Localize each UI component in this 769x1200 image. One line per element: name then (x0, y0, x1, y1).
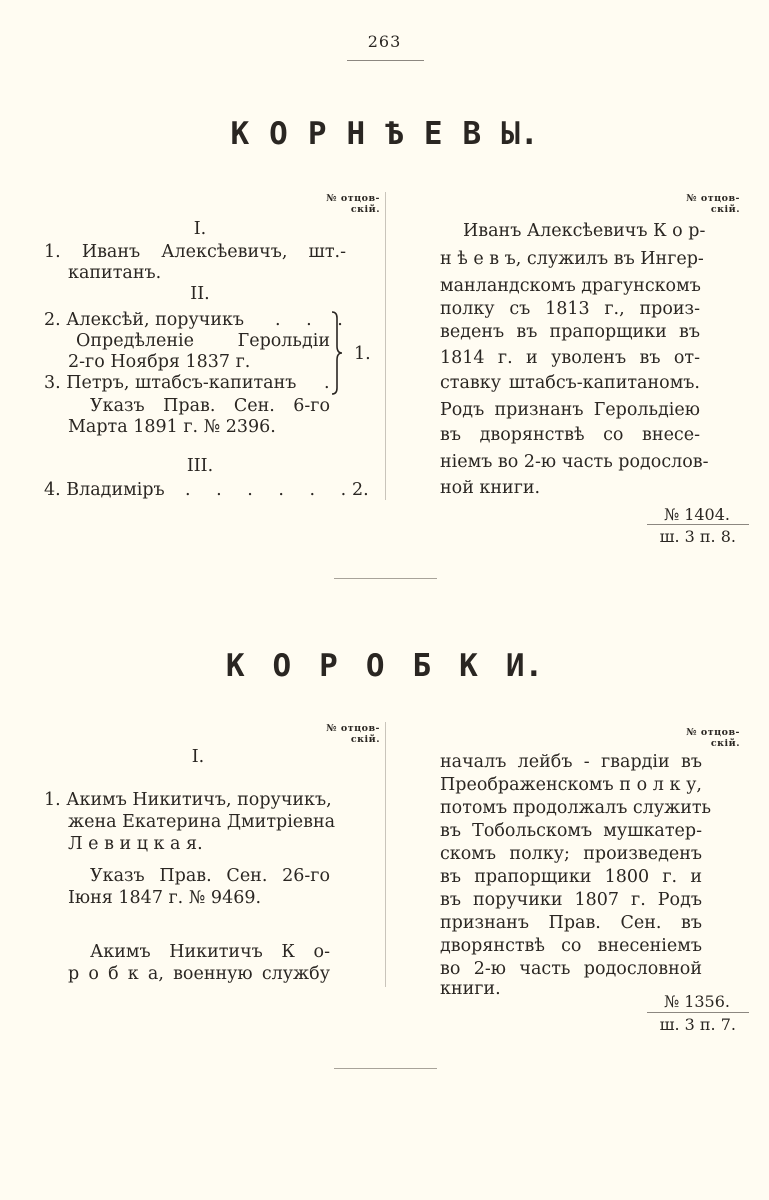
father-column-header (300, 193, 380, 215)
entry-line: 1. Иванъ Алексѣевичъ, шт.- (44, 242, 346, 262)
leader-dots: . . . (275, 310, 353, 330)
title-letter: О (365, 648, 385, 684)
narrative-line: 1814 г. и уволенъ въ от- (440, 348, 700, 368)
narrative-line: скомъ полку; произведенъ (440, 844, 702, 864)
narrative-line: манландскомъ драгунскомъ (440, 276, 701, 296)
reference-number: № 1404. (663, 505, 730, 524)
column-divider (385, 722, 386, 987)
father-column-header (660, 727, 740, 749)
narrative-line: н ѣ е в ъ, служилъ въ Ингер- (440, 249, 704, 269)
narrative-line: полку съ 1813 г., произ- (440, 299, 700, 319)
title-letter: Ы. (501, 116, 539, 152)
column-header-line: скій. (710, 204, 740, 215)
narrative-line: въ Тобольскомъ мушкатер- (440, 821, 702, 841)
brace-icon (330, 310, 344, 396)
leader-dots: . (324, 373, 330, 393)
entry-line: 3. Петръ, штабсъ-капитанъ (44, 373, 297, 393)
title-letter: Р (319, 648, 338, 684)
entry-line: Іюня 1847 г. № 9469. (68, 888, 262, 908)
title-letter: Н (346, 116, 366, 152)
entry-line: капитанъ. (68, 263, 162, 283)
narrative-line: книги. (440, 979, 501, 999)
column-header-line: скій. (710, 738, 740, 749)
page-number-rule (347, 60, 424, 61)
narrative-line: началъ лейбъ - гвардіи въ (440, 752, 702, 772)
title-letter: Ѣ (385, 116, 404, 152)
narrative-line: ставку штабсъ-капитаномъ. (440, 373, 700, 393)
generation-heading: II. (190, 284, 210, 304)
title-letter: О (272, 648, 292, 684)
section-title-korneevy (0, 116, 769, 152)
title-letter: К (225, 648, 245, 684)
entry-line: 2. Алексѣй, поручикъ (44, 310, 245, 330)
page-number: 263 (367, 32, 402, 51)
narrative-line: во 2-ю часть родословной (440, 959, 702, 979)
column-header-line: № отцов- (326, 193, 380, 204)
narrative-line: ной книги. (440, 478, 541, 498)
entry-line: Указъ Прав. Сен. 6-го (90, 396, 330, 416)
entry-line: 1. Акимъ Никитичъ, поручикъ, (44, 790, 332, 810)
father-number: 1. (354, 344, 371, 364)
title-letter: К (230, 116, 250, 152)
entry-line: Опредѣленіе Герольдіи (76, 331, 330, 351)
narrative-line: Иванъ Алексѣевичъ К о р- (463, 221, 706, 241)
title-letter: О (269, 116, 288, 152)
entry-line: Марта 1891 г. № 2396. (68, 417, 276, 437)
leader-dots: . . . . . . (185, 480, 357, 500)
column-header-line: скій. (350, 734, 380, 745)
entry-line: жена Екатерина Дмитріевна (68, 812, 336, 832)
entry-line: Указъ Прав. Сен. 26-го (90, 866, 330, 886)
title-letter: Р (307, 116, 327, 152)
section-divider (334, 1068, 437, 1069)
entry-line: 4. Владиміръ (44, 480, 165, 500)
title-letter: И. (505, 648, 544, 684)
narrative-line: въ поручики 1807 г. Родъ (440, 890, 702, 910)
narrative-line: въ прапорщики 1800 г. и (440, 867, 702, 887)
narrative-line: признанъ Прав. Сен. въ (440, 913, 702, 933)
title-letter: Е (423, 116, 443, 152)
reference-location: ш. 3 п. 7. (659, 1015, 736, 1034)
section-title-korobki (0, 648, 769, 684)
entry-line: Л е в и ц к а я. (68, 834, 203, 854)
column-header-line: скій. (350, 204, 380, 215)
narrative-line: веденъ въ прапорщики въ (440, 322, 700, 342)
column-divider (385, 192, 386, 500)
reference-number: № 1356. (663, 992, 730, 1011)
title-letter: Б (412, 648, 432, 684)
narrative-line: ніемъ во 2-ю часть родослов- (440, 452, 709, 472)
entry-line: 2-го Ноября 1837 г. (68, 352, 251, 372)
father-number: 2. (352, 480, 369, 500)
title-letter: К (459, 648, 478, 684)
narrative-line: въ дворянствѣ со внесе- (440, 425, 700, 445)
father-column-header (660, 193, 740, 215)
column-header-line: № отцов- (686, 727, 740, 738)
column-header-line: № отцов- (326, 723, 380, 734)
narrative-line: потомъ продолжалъ служить (440, 798, 712, 818)
father-column-header (300, 723, 380, 745)
generation-heading: I. (191, 747, 205, 767)
column-header-line: № отцов- (686, 193, 740, 204)
entry-line: Акимъ Никитичъ К о- (90, 942, 330, 962)
section-divider (334, 578, 437, 579)
narrative-line: Преображенскомъ п о л к у, (440, 775, 702, 795)
entry-line: р о б к а, военную службу (68, 964, 330, 984)
narrative-line: Родъ признанъ Герольдіею (440, 400, 700, 420)
title-letter: В (462, 116, 482, 152)
generation-heading: III. (186, 456, 214, 476)
narrative-line: дворянствѣ со внесеніемъ (440, 936, 702, 956)
reference-location: ш. 3 п. 8. (659, 527, 736, 546)
generation-heading: I. (193, 219, 207, 239)
